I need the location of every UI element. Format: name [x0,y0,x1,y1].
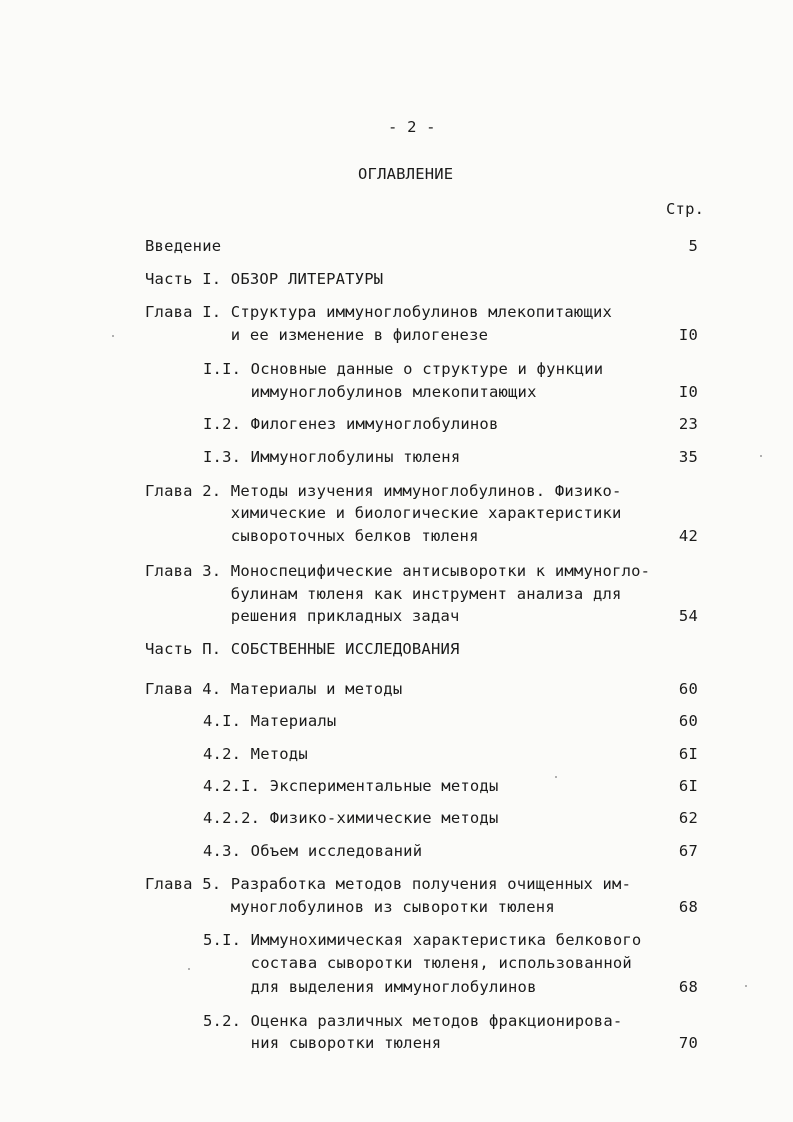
toc-entry-text: и ее изменение в филогенезе [145,326,489,344]
toc-entry-text: 4.2.2. Физико-химические методы [203,809,499,827]
toc-entry-page: 35 [678,448,698,466]
toc-entry-text: 5.I. Иммунохимическая характеристика белкового [203,931,642,949]
toc-entry-text: 5.2. Оценка различных методов фракционирова- [203,1012,623,1030]
toc-entry-text: 4.2. Методы [203,745,308,763]
scan-speck [555,776,557,778]
toc-entry-page: 42 [678,527,698,545]
toc-entry-text: для выделения иммуноглобулинов [203,978,537,996]
toc-entry-text: I.I. Основные данные о структуре и функции [203,360,604,378]
toc-entry-text: сывороточных белков тюленя [145,527,479,545]
toc-entry-text: Глава 2. Методы изучения иммуноглобулинов. Физико- [145,482,622,500]
toc-entry-text: Глава 5. Разработка методов получения очищенных им- [145,875,632,893]
toc-entry-page: 70 [678,1034,698,1052]
toc-entry-page: 6I [678,777,698,795]
toc-entry-page: 67 [678,842,698,860]
toc-entry-page: I0 [678,383,698,401]
toc-entry-text: I.2. Филогенез иммуноглобулинов [203,415,499,433]
toc-entry-page: 62 [678,809,698,827]
toc-entry-text: 4.I. Материалы [203,712,337,730]
scan-speck [745,985,747,987]
toc-entry-text: Глава 3. Моноспецифические антисыворотки к иммуногло- [145,562,651,580]
toc-entry-page: 60 [678,680,698,698]
toc-entry-page: 68 [678,898,698,916]
toc-entry-text: 4.2.I. Экспериментальные методы [203,777,499,795]
page-column-label: Стр. [666,200,705,218]
toc-entry-page: 23 [678,415,698,433]
toc-entry-text: состава сыворотки тюленя, использованной [203,954,632,972]
toc-entry-text: Глава 4. Материалы и методы [145,680,403,698]
toc-entry-text: иммуноглобулинов млекопитающих [203,383,537,401]
toc-entry-page: 54 [678,607,698,625]
toc-entry-text: ния сыворотки тюленя [203,1034,442,1052]
scan-speck [760,455,762,457]
toc-entry-page: 60 [678,712,698,730]
toc-entry-page: 5 [688,237,698,255]
toc-entry-page: 68 [678,978,698,996]
toc-entry-text: решения прикладных задач [145,607,460,625]
toc-heading: ОГЛАВЛЕНИЕ [358,165,454,183]
toc-entry-page: 6I [678,745,698,763]
scan-speck [188,968,190,970]
toc-entry-text: химические и биологические характеристики [145,504,622,522]
toc-entry-text: Введение [145,237,222,255]
toc-entry-text: муноглобулинов из сыворотки тюленя [145,898,555,916]
toc-entry-text: Часть I. ОБЗОР ЛИТЕРАТУРЫ [145,270,384,288]
toc-entry-text: булинам тюленя как инструмент анализа для [145,585,622,603]
page-number: - 2 - [388,118,436,136]
scan-speck [112,335,114,337]
toc-entry-text: Глава I. Структура иммуноглобулинов млекопитающих [145,303,613,321]
toc-entry-text: Часть П. СОБСТВЕННЫЕ ИССЛЕДОВАНИЯ [145,640,460,658]
toc-entry-page: I0 [678,326,698,344]
toc-entry-text: 4.3. Объем исследований [203,842,423,860]
toc-entry-text: I.3. Иммуноглобулины тюленя [203,448,461,466]
